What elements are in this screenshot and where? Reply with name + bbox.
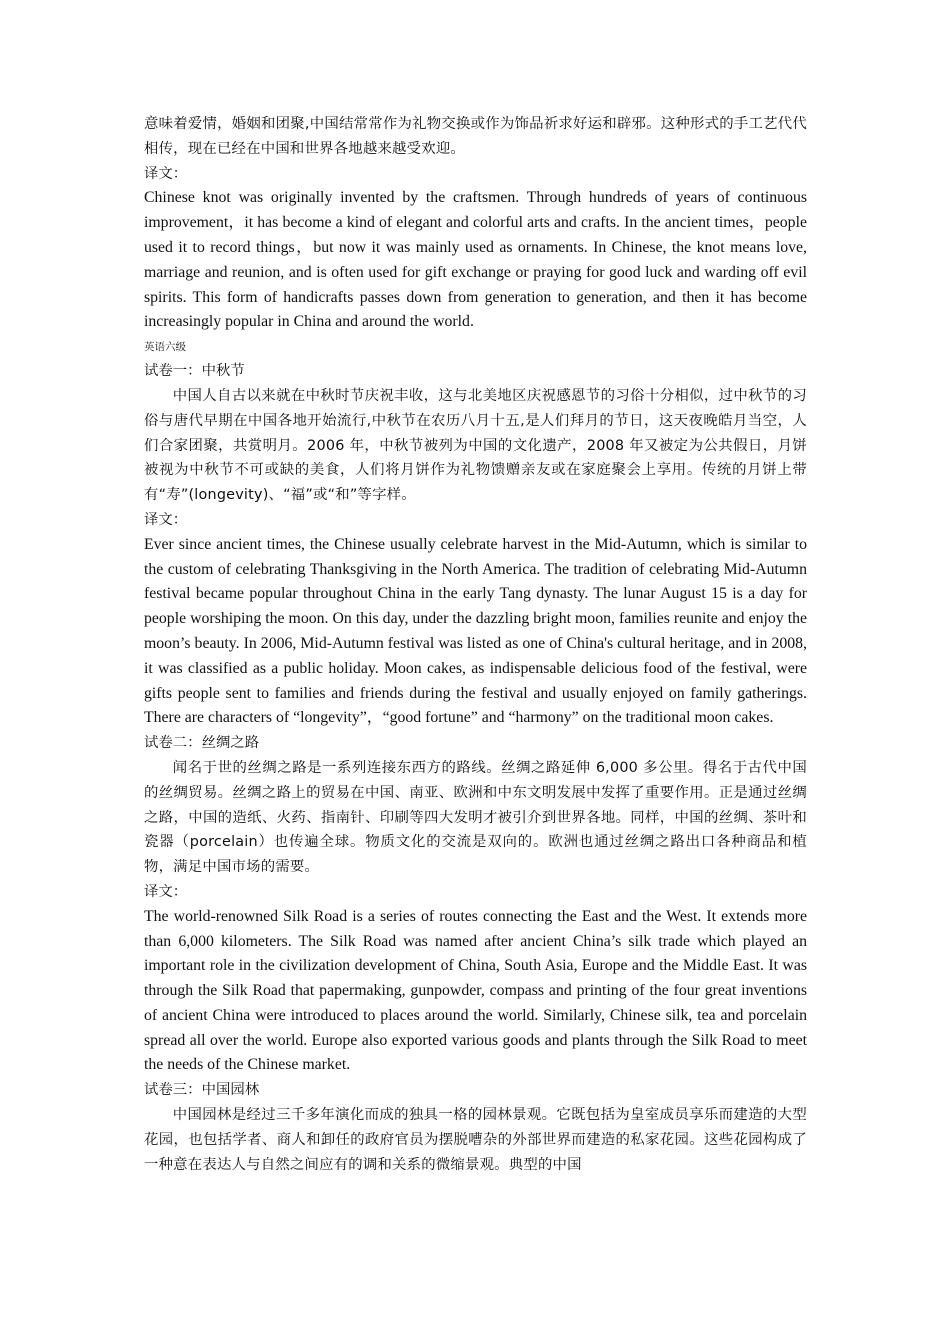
section-2-title: 试卷二：丝绸之路 (144, 735, 260, 752)
section-1-title: 试卷一：中秋节 (144, 363, 245, 380)
section-1-chinese-text: 中国人自古以来就在中秋时节庆祝丰收，这与北美地区庆祝感恩节的习俗十分相似，过中秋节的习俗与唐代早期在中国各地开始流行,中秋节在农历八月十五,是人们拜月的节日，这天夜晚皓月当空，人们合家团聚，共赏明月。2006 年，中秋节被列为中国的文化遗产，2008 年又被定为公共假日，月饼被视为中秋节不可或缺的美食，人们将月饼作为礼物馈赠亲友或在家庭聚会上享用。传统的月饼上带有“寿”(longevity)、“福”或“和”等字样。 (144, 387, 807, 504)
intro-translation-label: 译文： (144, 165, 188, 182)
intro-chinese-text: 意味着爱情，婚姻和团聚,中国结常常作为礼物交换或作为饰品祈求好运和辟邪。这种形式的手工艺代代相传，现在已经在中国和世界各地越来越受欢迎。 (144, 116, 807, 157)
section-1-english-translation: Ever since ancient times, the Chinese usually celebrate harvest in the Mid-Autumn, which is similar to the custom of celebrating Thanksgiving in the North America. The tradition of celebrating Mid-Autumn festival became popular throughout China in the early Tang dynasty. The lunar August 15 is a day for people worshiping the moon. On this day, under the dazzling bright moon, families reunite and enjoy the moon’s beauty. In 2006, Mid-Autumn festival was listed as one of China's cultural heritage, and in 2008, it was classified as a public holiday. Moon cakes, as indispensable delicious food of the festival, were gifts people sent to families and friends during the festival and usually enjoyed on family gatherings. There are characters of “longevity”，“good fortune” and “harmony” on the traditional moon cakes. (144, 535, 807, 727)
section-2-translation-label: 译文： (144, 883, 188, 900)
intro-english-translation: Chinese knot was originally invented by the craftsmen. Through hundreds of years of continuous improvement，it has become a kind of elegant and colorful arts and crafts. In the ancient times，people used it to record things，but now it was mainly used as ornaments. In Chinese, the knot means love, marriage and reunion, and is often used for gift exchange or praying for good luck and warding off evil spirits. This form of handicrafts passes down from generation to generation, and then it has become increasingly popular in China and around the world. (144, 189, 807, 331)
document-page (144, 112, 807, 1177)
section-3-title: 试卷三：中国园林 (144, 1082, 260, 1099)
section-2-chinese-text: 闻名于世的丝绸之路是一系列连接东西方的路线。丝绸之路延伸 6,000 多公里。得名于古代中国的丝绸贸易。丝绸之路上的贸易在中国、南亚、欧洲和中东文明发展中发挥了重要作用。正是通过丝绸之路，中国的造纸、火药、指南针、印刷等四大发明才被引介到世界各地。同样，中国的丝绸、茶叶和瓷器（porcelain）也传遍全球。物质文化的交流是双向的。欧洲也通过丝绸之路出口各种商品和植物，满足中国市场的需要。 (144, 759, 807, 876)
cet6-heading: 英语六级 (144, 341, 186, 354)
section-1-translation-label: 译文： (144, 511, 188, 528)
section-2-english-translation: The world-renowned Silk Road is a series of routes connecting the East and the West. It extends more than 6,000 kilometers. The Silk Road was named after ancient China’s silk trade which played an important role in the civilization development of China, South Asia, Europe and the Middle East. It was through the Silk Road that papermaking, gunpowder, compass and printing of the four great inventions of ancient China were introduced to places around the world. Similarly, Chinese silk, tea and porcelain spread all over the world. Europe also exported various goods and plants through the Silk Road to meet the needs of the Chinese market. (144, 907, 807, 1074)
section-3-chinese-text: 中国园林是经过三千多年演化而成的独具一格的园林景观。它既包括为皇室成员享乐而建造的大型花园，也包括学者、商人和卸任的政府官员为摆脱嘈杂的外部世界而建造的私家花园。这些花园构成了一种意在表达人与自然之间应有的调和关系的微缩景观。典型的中国 (144, 1107, 807, 1173)
